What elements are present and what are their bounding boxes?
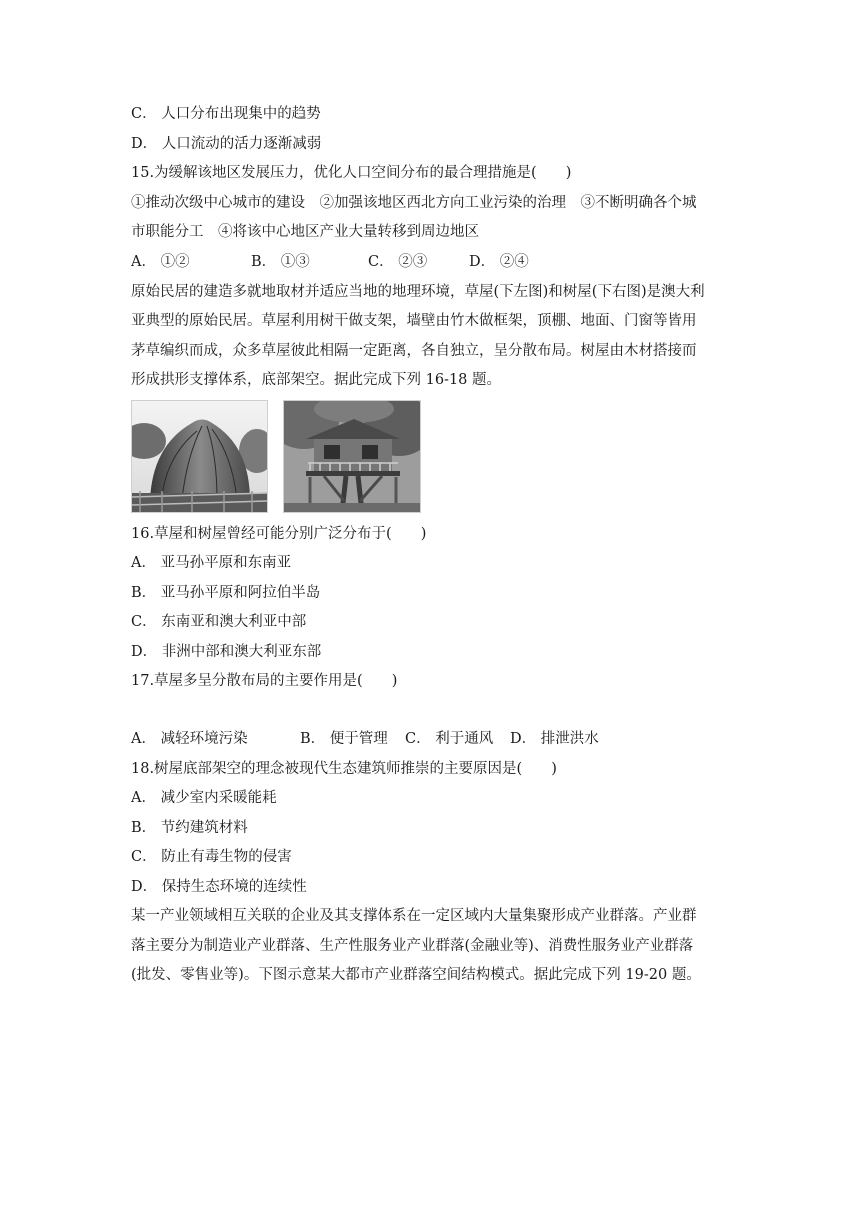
passage2-line3: (批发、零售业等)。下图示意某大都市产业群落空间结构模式。据此完成下列 19-20 题。: [131, 967, 701, 983]
q17-option-b: B． 便于管理: [300, 731, 388, 747]
q17-option-c: C． 利于通风: [405, 731, 494, 747]
q18-option-a: A． 减少室内采暖能耗: [131, 790, 277, 806]
q15-option-c: C． ②③: [368, 254, 428, 270]
passage2-line2: 落主要分为制造业产业群落、生产性服务业产业群落(金融业等)、消费性服务业产业群落: [131, 938, 694, 954]
q15-stem: 15.为缓解该地区发展压力，优化人口空间分布的最合理措施是( ): [131, 165, 572, 181]
q16-option-a: A． 亚马孙平原和东南亚: [131, 555, 292, 571]
passage1-line1: 原始民居的建造多就地取材并适应当地的地理环境，草屋(下左图)和树屋(下右图)是澳大利: [131, 284, 705, 300]
passage1-line3: 茅草编织而成，众多草屋彼此相隔一定距离，各自独立，呈分散布局。树屋由木材搭接而: [131, 343, 697, 359]
q18-option-b: B． 节约建筑材料: [131, 820, 248, 836]
q18-option-c: C． 防止有毒生物的侵害: [131, 849, 292, 865]
q15-option-a: A． ①②: [131, 254, 190, 270]
passage1-line2: 亚典型的原始民居。草屋利用树干做支架，墙壁由竹木做框架，顶棚、地面、门窗等皆用: [131, 313, 697, 329]
q15-items-line1: ①推动次级中心城市的建设 ②加强该地区西北方向工业污染的治理 ③不断明确各个城: [131, 195, 697, 211]
q15-option-d: D． ②④: [469, 254, 529, 270]
q16-option-c: C． 东南亚和澳大利亚中部: [131, 614, 307, 630]
q17-option-d: D． 排泄洪水: [510, 731, 599, 747]
q17-option-a: A． 减轻环境污染: [131, 731, 248, 747]
passage1-line4: 形成拱形支撑体系，底部架空。据此完成下列 16-18 题。: [131, 372, 502, 388]
q16-stem: 16.草屋和树屋曾经可能分别广泛分布于( ): [131, 526, 427, 542]
q15-items-line2: 市职能分工 ④将该中心地区产业大量转移到周边地区: [131, 224, 479, 240]
thatched-hut-photo: [131, 400, 268, 513]
q18-stem: 18.树屋底部架空的理念被现代生态建筑师推崇的主要原因是( ): [131, 761, 557, 777]
tree-house-photo: [283, 400, 421, 513]
q14-option-d: D． 人口流动的活力逐渐减弱: [131, 136, 322, 152]
q16-option-d: D． 非洲中部和澳大利亚东部: [131, 644, 322, 660]
passage2-line1: 某一产业领域相互关联的企业及其支撑体系在一定区域内大量集聚形成产业群落。产业群: [131, 908, 697, 924]
q17-stem: 17.草屋多呈分散布局的主要作用是( ): [131, 673, 398, 689]
q15-option-b: B． ①③: [251, 254, 310, 270]
q14-option-c: C． 人口分布出现集中的趋势: [131, 106, 321, 122]
q16-option-b: B． 亚马孙平原和阿拉伯半岛: [131, 585, 321, 601]
q18-option-d: D． 保持生态环境的连续性: [131, 879, 307, 895]
